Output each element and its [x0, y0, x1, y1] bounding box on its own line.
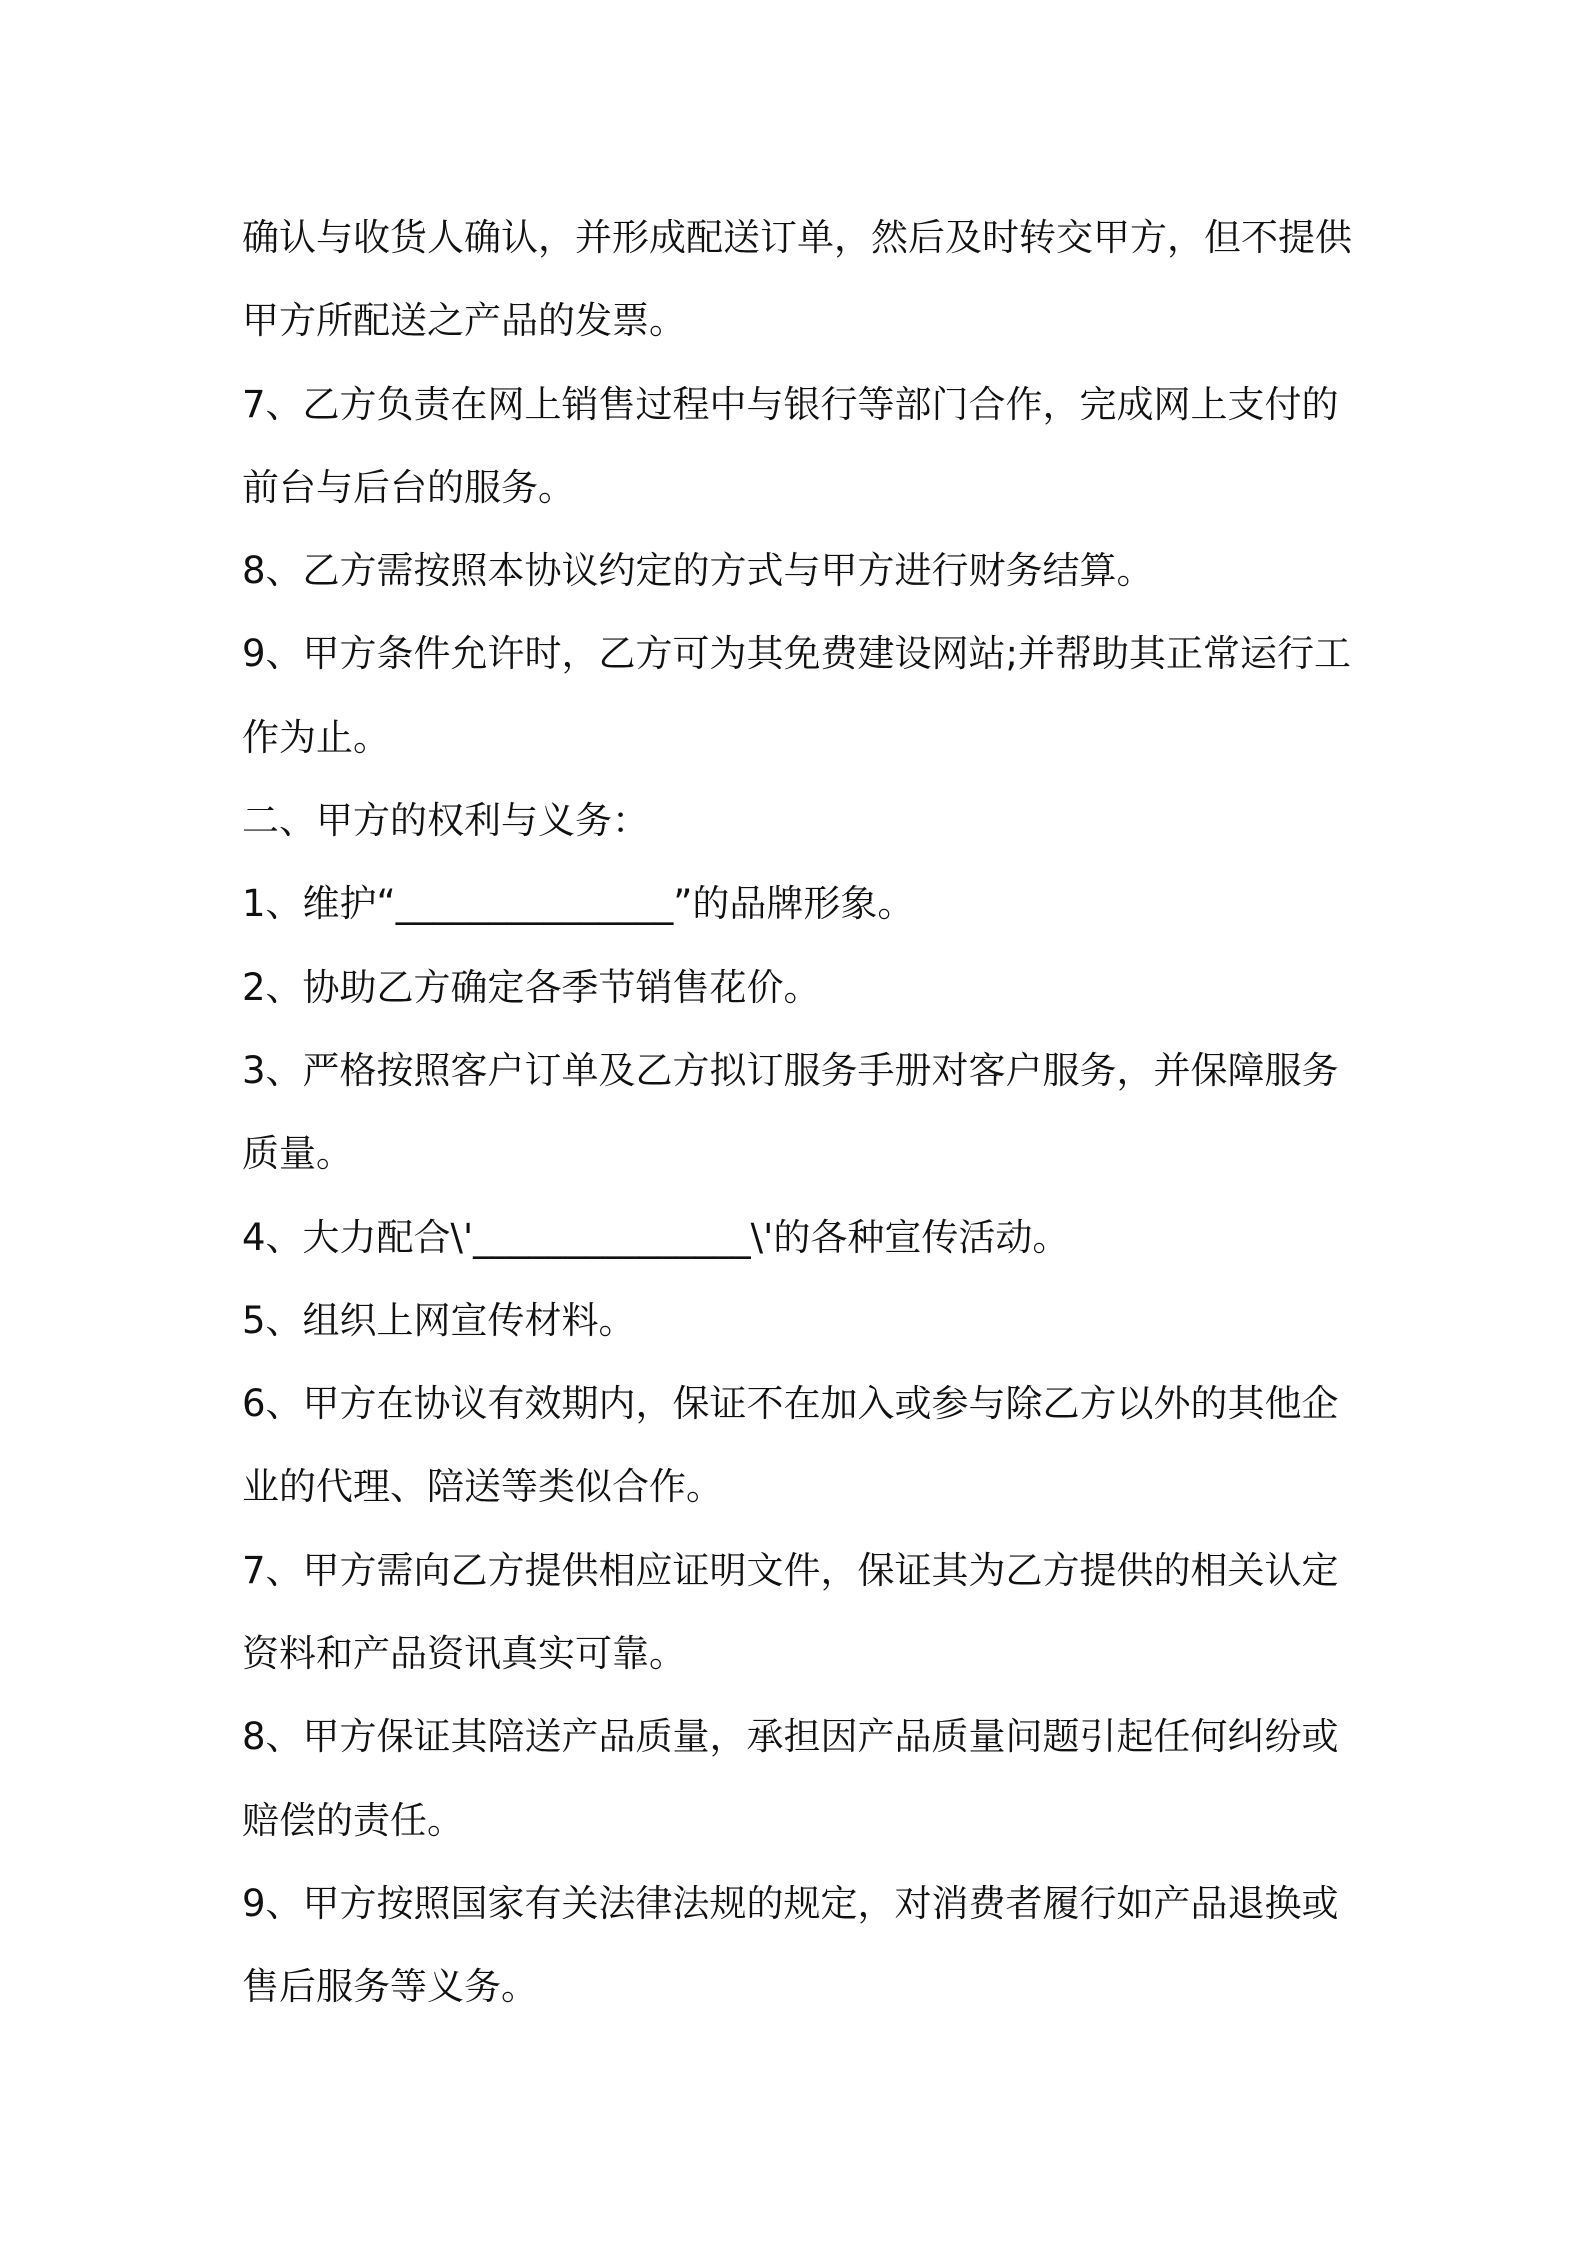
text-line: 8、乙方需按照本协议约定的方式与甲方进行财务结算。: [242, 549, 1154, 593]
text-line: 质量。: [242, 1132, 353, 1176]
text-line: 2、协助乙方确定各季节销售花价。: [242, 965, 821, 1009]
text-line: 7、甲方需向乙方提供相应证明文件，保证其为乙方提供的相关认定: [242, 1548, 1339, 1592]
document-body: [242, 196, 1352, 2029]
text-line: 确认与收货人确认，并形成配送订单，然后及时转交甲方，但不提供: [242, 216, 1352, 259]
text-line: 9、甲方按照国家有关法律法规的规定，对消费者履行如产品退换或: [242, 1881, 1339, 1925]
text-line: 1、维护“_______________”的品牌形象。: [242, 882, 915, 926]
text-line: 作为止。: [242, 715, 390, 759]
text-line: 6、甲方在协议有效期内，保证不在加入或参与除乙方以外的其他企: [242, 1382, 1339, 1426]
text-line: 8、甲方保证其陪送产品质量，承担因产品质量问题引起任何纠纷或: [242, 1715, 1339, 1759]
text-line: 业的代理、陪送等类似合作。: [242, 1465, 723, 1509]
text-line: 甲方所配送之产品的发票。: [242, 299, 686, 343]
text-line: 3、严格按照客户订单及乙方拟订服务手册对客户服务，并保障服务: [242, 1048, 1339, 1092]
text-line: 售后服务等义务。: [242, 1965, 538, 2009]
section-heading: 二、甲方的权利与义务：: [242, 799, 649, 843]
text-line: 9、甲方条件允许时，乙方可为其免费建设网站;并帮助其正常运行工: [242, 632, 1352, 676]
text-line: 赔偿的责任。: [242, 1798, 464, 1842]
text-line: 4、大力配合\'_______________\'的各种宣传活动。: [242, 1215, 1070, 1259]
text-line: 5、组织上网宣传材料。: [242, 1298, 636, 1342]
text-line: 7、乙方负责在网上销售过程中与银行等部门合作，完成网上支付的: [242, 382, 1339, 426]
text-line: 资料和产品资讯真实可靠。: [242, 1632, 686, 1676]
text-line: 前台与后台的服务。: [242, 465, 575, 509]
